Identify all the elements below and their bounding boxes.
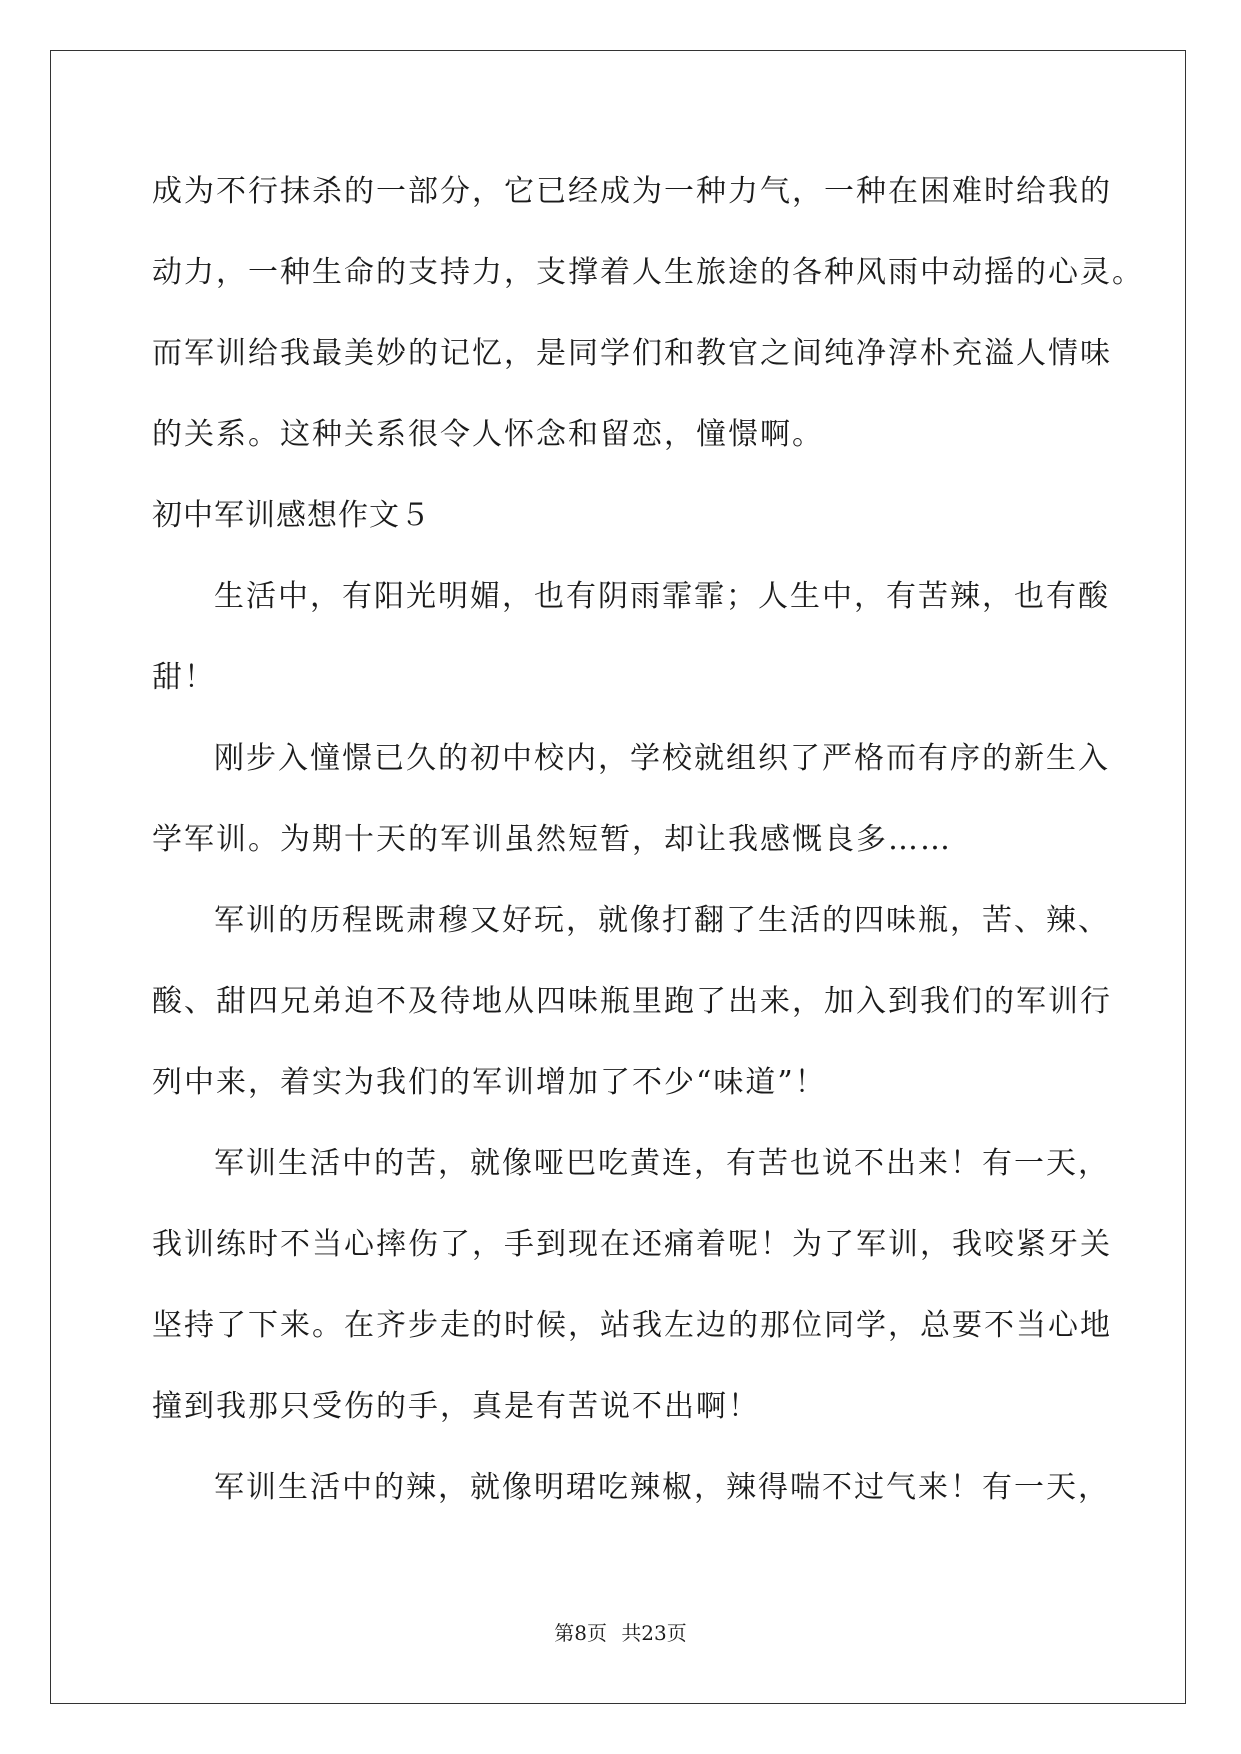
paragraph-line: 成为不行抹杀的一部分，它已经成为一种力气，一种在困难时给我的 <box>152 174 1112 209</box>
page-footer <box>0 1620 1241 1646</box>
paragraph-line: 学军训。为期十天的军训虽然短暂，却让我感慨良多…… <box>152 822 952 857</box>
paragraph-line: 撞到我那只受伤的手，真是有苦说不出啊！ <box>152 1389 760 1424</box>
paragraph-line: 军训生活中的辣，就像明珺吃辣椒，辣得喘不过气来！有一天， <box>214 1470 1110 1505</box>
paragraph-line: 动力，一种生命的支持力，支撑着人生旅途的各种风雨中动摇的心灵。 <box>152 255 1144 290</box>
paragraph-line: 而军训给我最美妙的记忆，是同学们和教官之间纯净淳朴充溢人情味 <box>152 336 1112 371</box>
paragraph-line: 生活中，有阳光明媚，也有阴雨霏霏；人生中，有苦辣，也有酸 <box>214 579 1110 614</box>
paragraph-line: 酸、甜四兄弟迫不及待地从四味瓶里跑了出来，加入到我们的军训行 <box>152 984 1112 1019</box>
section-heading: 初中军训感想作文５ <box>152 498 431 533</box>
paragraph-line: 我训练时不当心摔伤了，手到现在还痛着呢！为了军训，我咬紧牙关 <box>152 1227 1112 1262</box>
paragraph-line: 的关系。这种关系很令人怀念和留恋，憧憬啊。 <box>152 417 824 452</box>
paragraph-line: 刚步入憧憬已久的初中校内，学校就组织了严格而有序的新生入 <box>214 741 1110 776</box>
page-total: 共23页 <box>621 1621 687 1645</box>
page-number: 第8页 <box>554 1621 607 1645</box>
paragraph-line: 军训的历程既肃穆又好玩，就像打翻了生活的四味瓶，苦、辣、 <box>214 903 1110 938</box>
paragraph-line: 甜！ <box>152 660 216 695</box>
paragraph-line: 坚持了下来。在齐步走的时候，站我左边的那位同学，总要不当心地 <box>152 1308 1112 1343</box>
page-border <box>50 50 1186 1704</box>
paragraph-line: 列中来，着实为我们的军训增加了不少“味道”！ <box>152 1065 827 1100</box>
paragraph-line: 军训生活中的苦，就像哑巴吃黄连，有苦也说不出来！有一天， <box>214 1146 1110 1181</box>
